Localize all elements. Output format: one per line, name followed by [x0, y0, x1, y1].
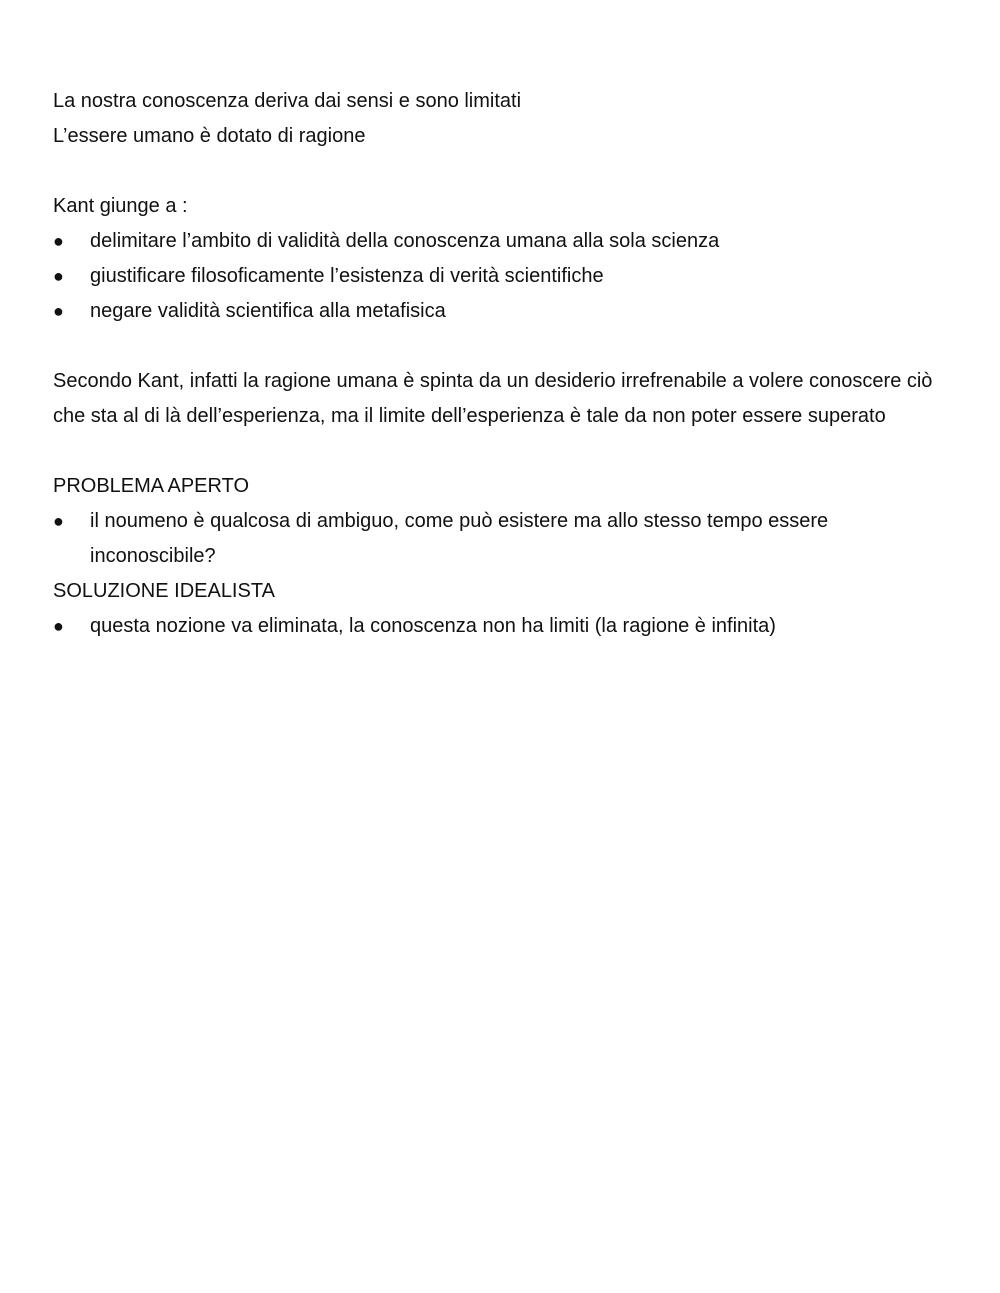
- kant-heading: Kant giunge a :: [53, 195, 188, 217]
- intro-line-2: L’essere umano è dotato di ragione: [53, 125, 366, 147]
- list-item-text: questa nozione va eliminata, la conoscenza non ha limiti (la ragione è infinita): [90, 615, 776, 637]
- spacer: [53, 154, 953, 189]
- list-item-text: negare validità scientifica alla metafisica: [90, 300, 446, 322]
- list-item: [53, 224, 953, 259]
- solution-heading: SOLUZIONE IDEALISTA: [53, 580, 275, 602]
- document-page: [53, 84, 953, 644]
- problem-list: [53, 504, 953, 574]
- list-item: [53, 609, 953, 644]
- bullet-icon: ●: [53, 511, 64, 531]
- bullet-icon: ●: [53, 266, 64, 286]
- list-item-text: il noumeno è qualcosa di ambiguo, come può esistere ma allo stesso tempo essere inconoscibile?: [90, 510, 829, 567]
- kant-list: [53, 224, 953, 329]
- bullet-icon: ●: [53, 231, 64, 251]
- kant-paragraph: Secondo Kant, infatti la ragione umana è spinta da un desiderio irrefrenabile a volere conoscere ciò che sta al di là dell’esperienza, ma il limite dell’esperienza è tale da non poter essere superato: [53, 370, 933, 427]
- intro-line-1: La nostra conoscenza deriva dai sensi e sono limitati: [53, 90, 522, 112]
- list-item-text: delimitare l’ambito di validità della conoscenza umana alla sola scienza: [90, 230, 720, 252]
- spacer: [53, 434, 953, 469]
- list-item-text: giustificare filosoficamente l’esistenza di verità scientifiche: [90, 265, 604, 287]
- problem-heading: PROBLEMA APERTO: [53, 475, 250, 497]
- spacer: [53, 329, 953, 364]
- list-item: [53, 259, 953, 294]
- solution-list: [53, 609, 953, 644]
- list-item: [53, 504, 890, 574]
- bullet-icon: ●: [53, 616, 64, 636]
- list-item: [53, 294, 953, 329]
- bullet-icon: ●: [53, 301, 64, 321]
